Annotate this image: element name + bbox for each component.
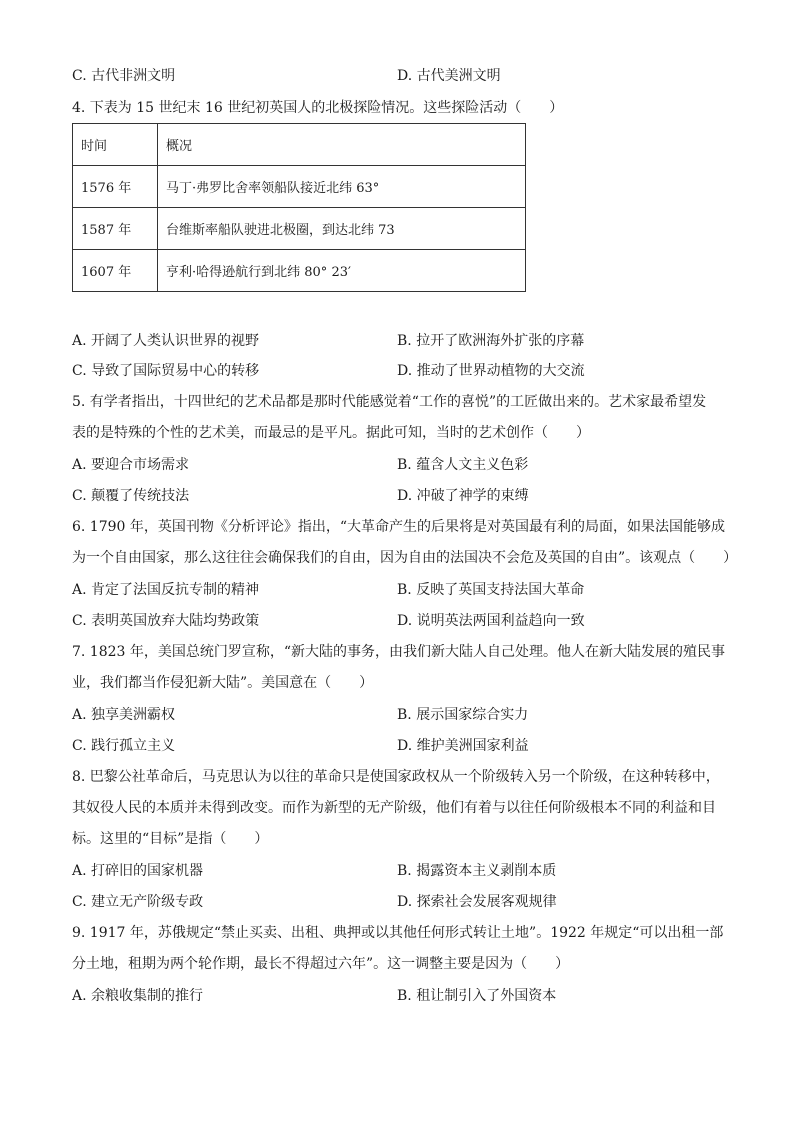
q8-stem-line: 8. 巴黎公社革命后，马克思认为以往的革命只是使国家政权从一个阶级转入另一个阶级，在这种转移中， [72,769,720,785]
q5-option-b: B. 蕴含人文主义色彩 [397,457,529,473]
table-cell-summary: 马丁·弗罗比舍率领船队接近北纬 63° [158,166,526,208]
q9-option-b: B. 租让制引入了外国资本 [397,988,557,1004]
header-time: 时间 [73,124,158,166]
q7-option-c: C. 践行孤立主义 [72,738,176,754]
q6-option-c: C. 表明英国放弃大陆均势政策 [72,613,260,629]
q5-stem-line: 表的是特殊的个性的艺术美，而最忌的是平凡。据此可知，当时的艺术创作（ ） [72,425,590,441]
q4-stem: 4. 下表为 15 世纪末 16 世纪初英国人的北极探险情况。这些探险活动（ ） [72,100,564,116]
q5-option-d: D. 冲破了神学的束缚 [397,488,529,504]
q3-option-d: D. 古代美洲文明 [397,68,501,84]
q4-option-a: A. 开阔了人类认识世界的视野 [72,333,260,349]
q8-stem-line: 其奴役人民的本质并未得到改变。而作为新型的无产阶级，他们有着与以往任何阶级根本不同的利益和目 [72,800,716,816]
table-header-row [73,124,526,166]
q7-option-d: D. 维护美洲国家利益 [397,738,529,754]
table-cell-year: 1576 年 [73,166,158,208]
q8-option-a: A. 打碎旧的国家机器 [72,863,204,879]
q9-stem-line: 9. 1917 年，苏俄规定“禁止买卖、出租、典押或以其他任何形式转让土地”。1922 年规定“可以出租一部 [72,925,724,941]
q7-option-a: A. 独享美洲霸权 [72,707,176,723]
q8-stem-line: 标。这里的“目标”是指（ ） [72,831,269,847]
q8-option-d: D. 探索社会发展客观规律 [397,894,557,910]
q5-stem-line: 5. 有学者指出，十四世纪的艺术品都是那时代能感觉着“工作的喜悦”的工匠做出来的。艺术家最希望发 [72,394,707,410]
q4-option-c: C. 导致了国际贸易中心的转移 [72,363,260,379]
table-cell-summary: 台维斯率船队驶进北极圈，到达北纬 73 [158,208,526,250]
q7-option-b: B. 展示国家综合实力 [397,707,529,723]
q4-option-b: B. 拉开了欧洲海外扩张的序幕 [397,333,585,349]
q6-option-a: A. 肯定了法国反抗专制的精神 [72,582,260,598]
q9-stem-line: 分土地，租期为两个轮作期，最长不得超过六年”。这一调整主要是因为（ ） [72,956,570,972]
exploration-table [72,123,526,292]
q6-option-b: B. 反映了英国支持法国大革命 [397,582,585,598]
table-row [73,166,526,208]
table-cell-year: 1587 年 [73,208,158,250]
table-row [73,208,526,250]
q7-stem-line: 7. 1823 年，美国总统门罗宣称，“新大陆的事务，由我们新大陆人自己处理。他人在新大陆发展的殖民事 [72,644,726,660]
q5-option-a: A. 要迎合市场需求 [72,457,190,473]
q7-stem-line: 业，我们都当作侵犯新大陆”。美国意在（ ） [72,675,374,691]
table-cell-summary: 亨利·哈得逊航行到北纬 80° 23′ [158,250,526,292]
header-summary: 概况 [158,124,526,166]
q8-option-b: B. 揭露资本主义剥削本质 [397,863,557,879]
q4-option-d: D. 推动了世界动植物的大交流 [397,363,585,379]
table-row [73,250,526,292]
q6-stem-line: 为一个自由国家，那么这往往会确保我们的自由，因为自由的法国决不会危及英国的自由”。该观点（ ） [72,550,738,566]
q5-option-c: C. 颠覆了传统技法 [72,488,190,504]
q6-stem-line: 6. 1790 年，英国刊物《分析评论》指出，“大革命产生的后果将是对英国最有利的局面，如果法国能够成 [72,519,726,535]
q6-option-d: D. 说明英法两国利益趋向一致 [397,613,585,629]
q9-option-a: A. 余粮收集制的推行 [72,988,204,1004]
table-cell-year: 1607 年 [73,250,158,292]
q3-option-c: C. 古代非洲文明 [72,68,176,84]
q8-option-c: C. 建立无产阶级专政 [72,894,204,910]
